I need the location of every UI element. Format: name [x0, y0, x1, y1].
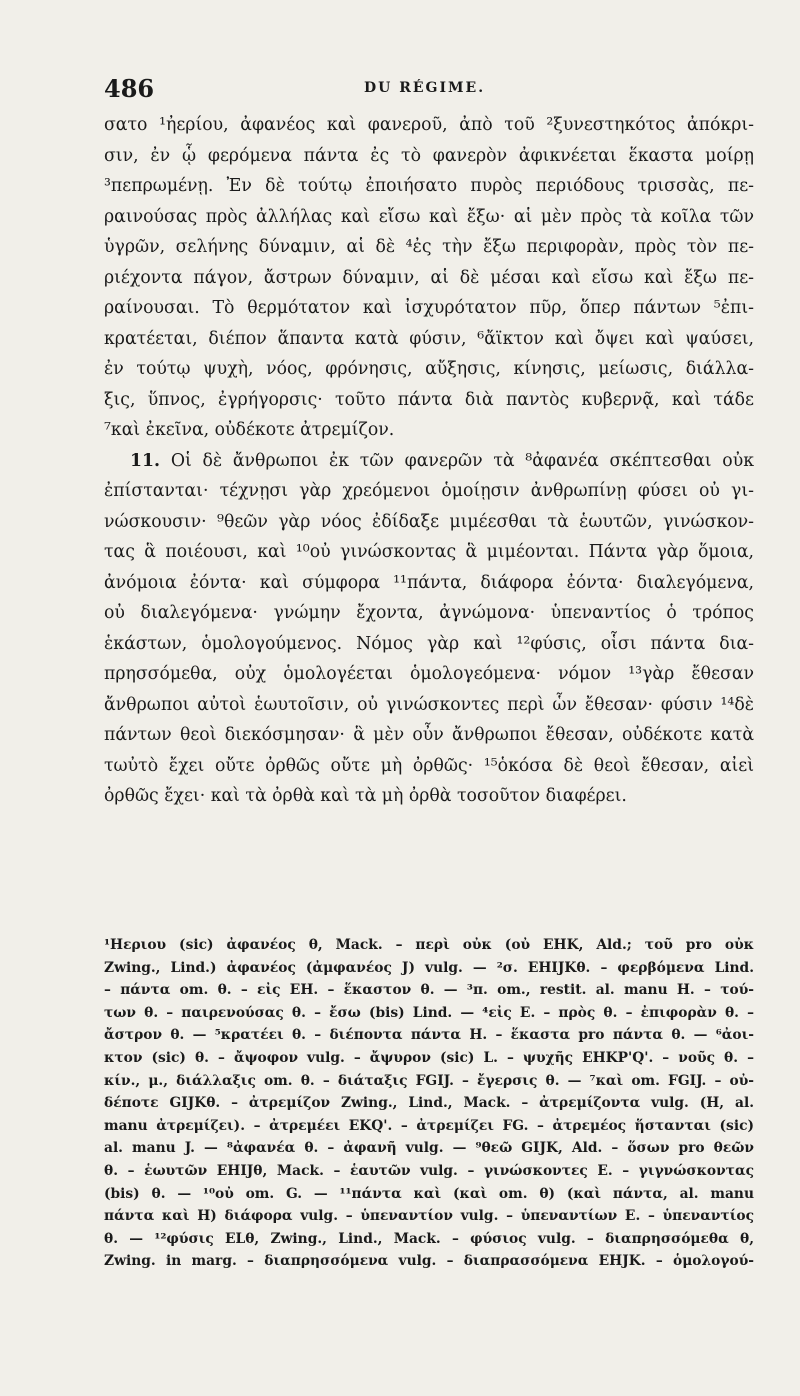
page-header	[104, 74, 754, 104]
footnote-line: manu ἀτρεμίζει). – ἀτρεμέει EKQ'. – ἀτρεμίζει FG. – ἀτρεμέος ἥστανται (sic)	[104, 1117, 754, 1134]
footnote-line: κίν., μ., διάλλαξις om. θ. – διάταξις FGIJ. – ἔγερσις θ. — ⁷καὶ om. FGIJ. – οὐ-	[104, 1072, 754, 1089]
footnote-line: των θ. – παιρενούσας θ. – ἔσω (bis) Lind. — ⁴εἰς E. – πρὸς θ. – ἐπιφορὰν θ. –	[104, 1004, 754, 1021]
footnote-line: κτον (sic) θ. – ἄψοφον vulg. – ἄψυρον (sic) L. – ψυχῆς EHKP'Q'. – νοῦς θ. –	[104, 1049, 754, 1066]
text-line: τωὐτὸ ἔχει οὔτε ὀρθῶς οὔτε μὴ ὀρθῶς· ¹⁵ὁκόσα δὲ θεοὶ ἔθεσαν, αἰεὶ	[104, 755, 754, 776]
footnote-line: ¹Ηεριου (sic) ἀφανέος θ, Mack. – περὶ οὐκ (οὐ EHK, Ald.; τοῦ pro οὐκ	[104, 937, 754, 953]
footnote-line: Zwing., Lind.) ἀφανέος (ἀμφανέος J) vulg. — ²σ. EHIJKθ. – φερβόμενα Lind.	[104, 959, 754, 976]
text-line: πρησσόμεθα, οὐχ ὁμολογέεται ὁμολογεόμενα· νόμον ¹³γὰρ ἔθεσαν	[104, 664, 754, 684]
footnote-line: Zwing. in marg. – διαπρησσόμενα vulg. – διαπρασσόμενα EHJK. – ὁμολογού-	[104, 1253, 754, 1270]
text-line: οὐ διαλεγόμενα· γνώμην ἔχοντα, ἀγνώμονα· ὑπεναντίος ὁ τρόπος	[104, 603, 754, 623]
text-line: ραίνουσαι. Τὸ θερμότατον καὶ ἰσχυρότατον πῦρ, ὅπερ πάντων ⁵ἐπι-	[104, 298, 754, 318]
text-line: τας ἃ ποιέουσι, καὶ ¹⁰οὐ γινώσκοντας ἃ μιμέονται. Πάντα γὰρ ὅμοια,	[104, 542, 754, 562]
footnote-line: θ. — ¹²φύσις ELθ, Zwing., Lind., Mack. – φύσιος vulg. – διαπρησσόμεθα θ,	[104, 1230, 754, 1247]
text-line: σιν, ἐν ᾧ φερόμενα πάντα ἐς τὸ φανερὸν ἀφικνέεται ἕκαστα μοίρῃ	[104, 145, 754, 166]
text-line: ξις, ὕπνος, ἐγρήγορσις· τοῦτο πάντα διὰ παντὸς κυβερνᾷ, καὶ τάδε	[104, 389, 754, 410]
footnote-line: – πάντα om. θ. – εἰς EH. – ἕκαστον θ. — ³π. om., restit. al. manu H. – τού-	[104, 982, 754, 999]
text-line: ἐπίστανται· τέχνῃσι γὰρ χρεόμενοι ὁμοίῃσιν ἀνθρωπίνῃ φύσει οὐ γι-	[104, 481, 754, 501]
paragraph-number: 11.	[130, 450, 161, 471]
footnote-line: πάντα καὶ H) διάφορα vulg. – ὑπεναντίον vulg. – ὑπεναντίων E. – ὑπεναντίος	[104, 1208, 754, 1225]
text-line: ἐν τούτῳ ψυχὴ, νόος, φρόνησις, αὔξησις, κίνησις, μείωσις, διάλλα-	[104, 359, 754, 379]
footnotes	[104, 934, 754, 1273]
text-line: ⁷καὶ ἐκεῖνα, οὐδέκοτε ἀτρεμίζον.	[104, 420, 395, 440]
text-line: σατο ¹ἠερίου, ἀφανέος καὶ φανεροῦ, ἀπὸ τοῦ ²ξυνεστηκότος ἀπόκρι-	[104, 115, 754, 135]
text-line: ὀρθῶς ἔχει· καὶ τὰ ὀρθὰ καὶ τὰ μὴ ὀρθὰ τοσοῦτον διαφέρει.	[104, 786, 627, 806]
text-line: νώσκουσιν· ⁹θεῶν γὰρ νόος ἐδίδαξε μιμέεσθαι τὰ ἑωυτῶν, γινώσκον-	[104, 511, 754, 532]
footnote-line: al. manu J. — ⁸ἀφανέα θ. – ἀφανῆ vulg. — ⁹θεῶ GIJK, Ald. – ὅσων pro θεῶν	[104, 1140, 754, 1157]
text-line: ριέχοντα πάγον, ἄστρων δύναμιν, αἱ δὲ μέσαι καὶ εἴσω καὶ ἔξω πε-	[104, 267, 754, 288]
text-line: κρατέεται, διέπον ἅπαντα κατὰ φύσιν, ⁶ἄϊκτον καὶ ὄψει καὶ ψαύσει,	[104, 328, 754, 349]
paragraph-11-text: Οἱ δὲ ἄνθρωποι ἐκ τῶν φανερῶν τὰ ⁸ἀφανέα σκέπτεσθαι οὐκ	[170, 450, 755, 471]
footnote-line: (bis) θ. — ¹⁰οὐ om. G. — ¹¹πάντα καὶ (καὶ om. θ) (καὶ πάντα, al. manu	[104, 1185, 754, 1202]
running-head: DU RÉGIME.	[364, 80, 486, 96]
text-line: ἀνόμοια ἐόντα· καὶ σύμφορα ¹¹πάντα, διάφορα ἐόντα· διαλεγόμενα,	[104, 572, 754, 593]
text-line: πάντων θεοὶ διεκόσμησαν· ἃ μὲν οὖν ἄνθρωποι ἔθεσαν, οὐδέκοτε κατὰ	[104, 725, 754, 745]
footnote-line: ἄστρον θ. — ⁵κρατέει θ. – διέποντα πάντα H. – ἕκαστα pro πάντα θ. — ⁶ἀοι-	[104, 1027, 754, 1044]
text-line: ἑκάστων, ὁμολογούμενος. Νόμος γὰρ καὶ ¹²φύσις, οἷσι πάντα δια-	[104, 633, 754, 654]
footnote-line: θ. – ἑωυτῶν EHIJθ, Mack. – ἑαυτῶν vulg. – γινώσκοντες E. – γιγνώσκοντας	[104, 1162, 754, 1179]
text-line: ἄνθρωποι αὐτοὶ ἑωυτοῖσιν, οὐ γινώσκοντες περὶ ὧν ἔθεσαν· φύσιν ¹⁴δὲ	[104, 694, 754, 715]
text-line: ραινούσας πρὸς ἀλλήλας καὶ εἴσω καὶ ἔξω· αἱ μὲν πρὸς τὰ κοῖλα τῶν	[104, 206, 754, 227]
main-text	[104, 110, 754, 812]
text-line: ὑγρῶν, σελήνης δύναμιν, αἱ δὲ ⁴ἐς τὴν ἔξω περιφορὰν, πρὸς τὸν πε-	[104, 237, 754, 257]
page-number: 486	[104, 74, 155, 103]
footnote-line: δέποτε GIJKθ. – ἀτρεμίζον Zwing., Lind., Mack. – ἀτρεμίζοντα vulg. (H, al.	[104, 1095, 754, 1112]
text-line: ³πεπρωμένῃ. Ἐν δὲ τούτῳ ἐποιήσατο πυρὸς περιόδους τρισσὰς, πε-	[104, 176, 754, 196]
paragraph-11-first-line	[104, 446, 754, 477]
